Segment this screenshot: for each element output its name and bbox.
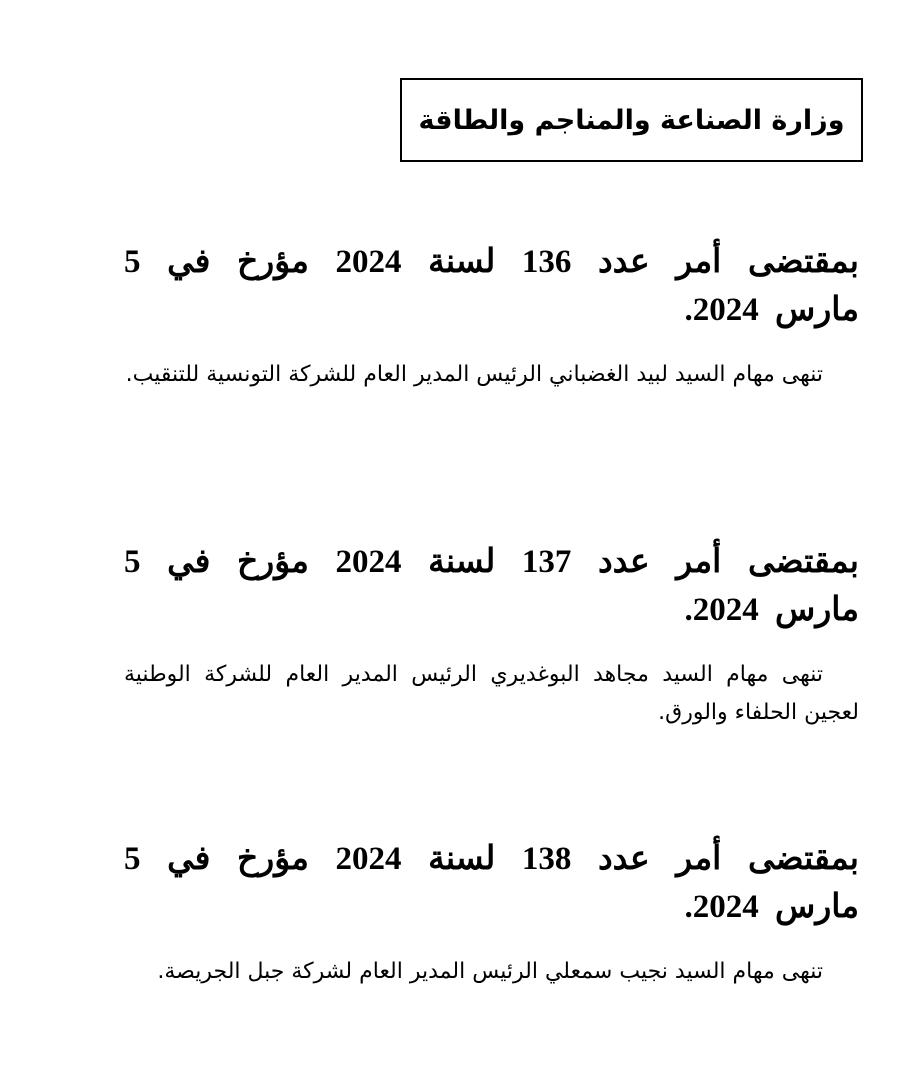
decree-heading: بمقتضى أمر عدد 136 لسنة 2024 مؤرخ في 5 مارس 2024. xyxy=(124,244,859,328)
ministry-header-box xyxy=(400,78,863,162)
ministry-title: وزارة الصناعة والمناجم والطاقة xyxy=(418,104,845,136)
decree-heading: بمقتضى أمر عدد 138 لسنة 2024 مؤرخ في 5 مارس 2024. xyxy=(124,841,859,925)
decree-section xyxy=(124,238,859,394)
decree-body: تنهى مهام السيد لبيد الغضباني الرئيس المدير العام للشركة التونسية للتنقيب. xyxy=(125,362,823,387)
decree-section xyxy=(124,835,859,991)
decree-heading: بمقتضى أمر عدد 137 لسنة 2024 مؤرخ في 5 مارس 2024. xyxy=(124,544,859,628)
decree-body: تنهى مهام السيد مجاهد البوغديري الرئيس المدير العام للشركة الوطنية لعجين الحلفاء والورق. xyxy=(124,662,859,725)
decree-section xyxy=(124,538,859,732)
decree-body: تنهى مهام السيد نجيب سمعلي الرئيس المدير العام لشركة جبل الجريصة. xyxy=(157,959,823,984)
